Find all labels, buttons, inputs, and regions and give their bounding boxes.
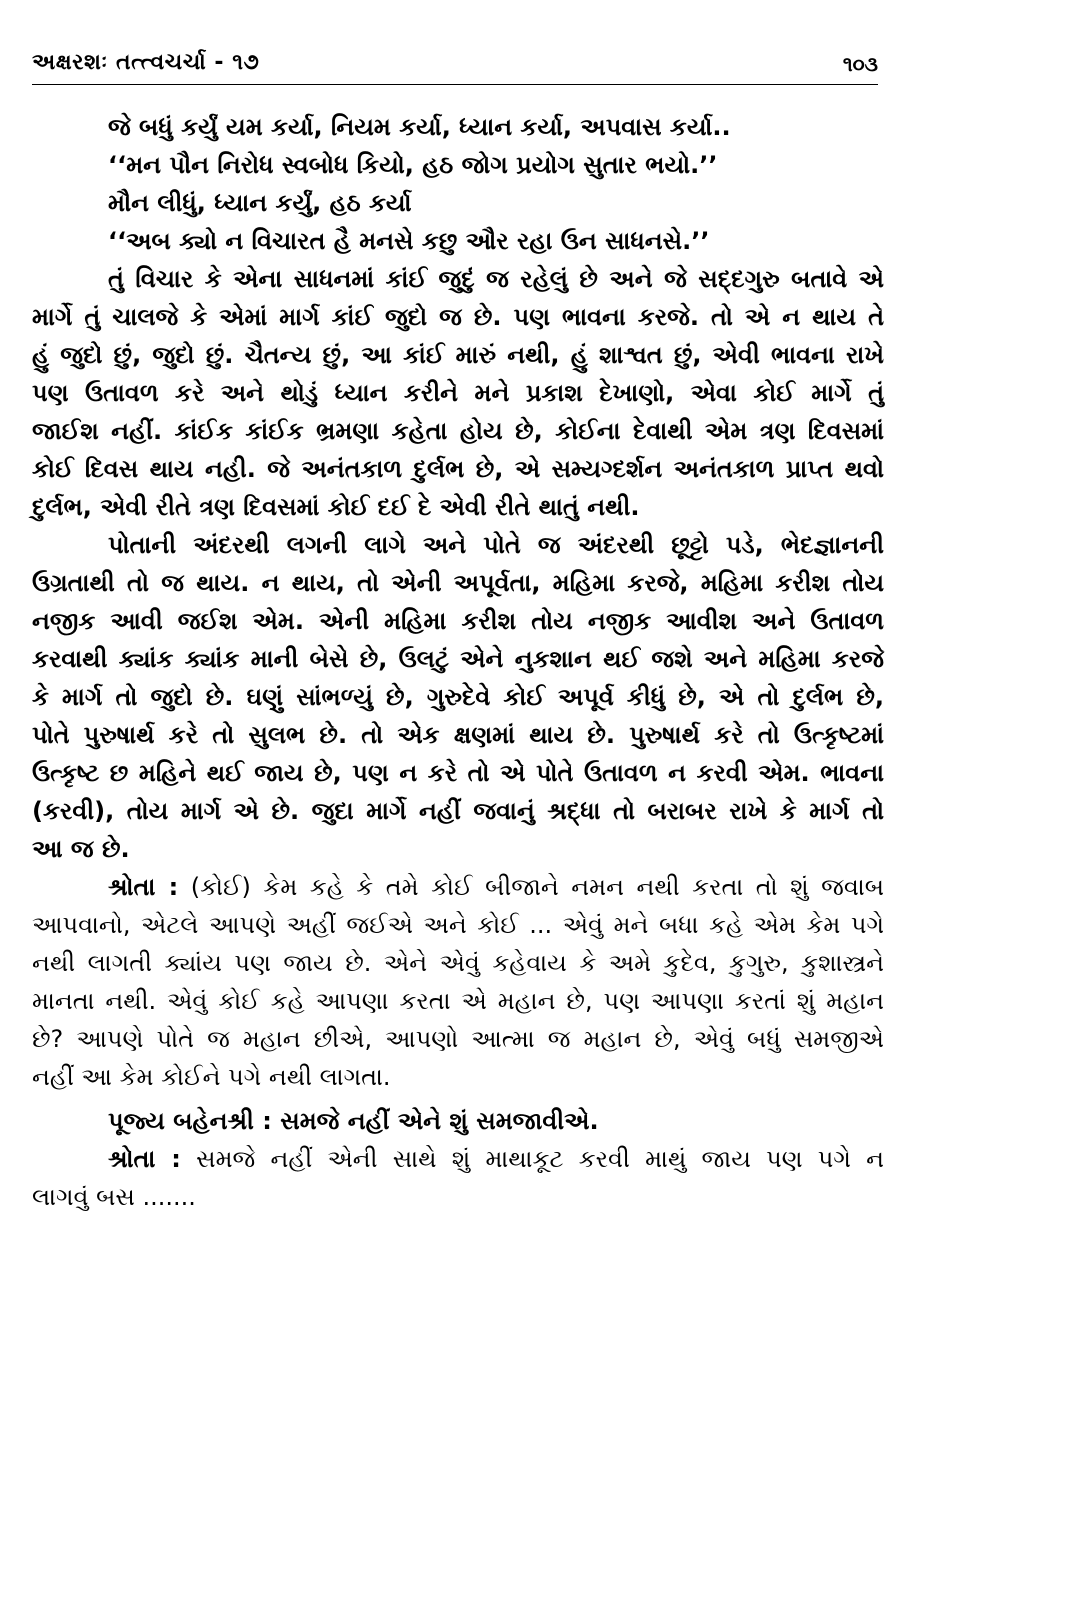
verse-quote: ‘‘મન પૌન નિરોધ સ્વબોધ કિયો, હઠ જોગ પ્રયોગ સુતાર ભયો.’’ [108,151,718,179]
paragraph-line: ઉત્કૃષ્ટ છ મહિને થઈ જાય છે, પણ ન કરે તો એ પોતે ઉતાવળ ન કરવી એમ. ભાવના [32,759,884,787]
paragraph-line: આ જ છે. [32,835,130,863]
paragraph-line: (કરવી), તોય માર્ગ એ છે. જુદા માર્ગે નહીં જવાનું શ્રદ્ધા તો બરાબર રાખે કે માર્ગ તો [32,797,884,825]
paragraph-line: માર્ગે તું ચાલજે કે એમાં માર્ગ કાંઈ જુદો જ છે. પણ ભાવના કરજે. તો એ ન થાય તે [32,303,884,331]
paragraph-line: કે માર્ગ તો જુદો છે. ઘણું સાંભળ્યું છે, ગુરુદેવે કોઈ અપૂર્વ કીધું છે, એ તો દુર્લભ છે, [32,683,884,711]
paragraph-line: ઉગ્રતાથી તો જ થાય. ન થાય, તો એની અપૂર્વતા, મહિમા કરજે, મહિમા કરીશ તોય [32,569,885,597]
dialogue-line: નથી લાગતી ક્યાંય પણ જાય છે. એને એવું કહેવાય કે અમે કુદેવ, કુગુરુ, કુશાસ્ત્રને [32,949,884,977]
dialogue-bahenshri [32,1102,884,1140]
verse-quote: ‘‘અબ ક્યો ન વિચારત હૈ મનસે કછુ ઔર રહા ઉન સાધનસે.’’ [108,227,710,255]
paragraph-line: પણ ઉતાવળ કરે અને થોડું ધ્યાન કરીને મને પ્રકાશ દેખાણો, એવા કોઈ માર્ગે તું [32,379,884,407]
dialogue-line: છે? આપણે પોતે જ મહાન છીએ, આપણો આત્મા જ મહાન છે, એવું બધું સમજીએ [32,1025,884,1053]
paragraph-line: હું જુદો છું, જુદો છું. ચૈતન્ય છું, આ કાંઈ મારું નથી, હું શાશ્વત છું, એવી ભાવના રાખે [32,341,884,369]
paragraph-line: નજીક આવી જઈશ એમ. એની મહિમા કરીશ તોય નજીક આવીશ અને ઉતાવળ [32,607,884,635]
page-number: ૧૦૩ [842,52,878,76]
speaker-label: શ્રોતા : [108,873,179,901]
paragraph-1 [32,260,884,526]
verse-line: મૌન લીધું, ધ્યાન કર્યું, હઠ કર્યા [108,189,412,217]
paragraph-line: જાઈશ નહીં. કાંઈક કાંઈક ભ્રમણા કહેતા હોય છે, કોઈના દેવાથી એમ ત્રણ દિવસમાં [32,417,884,445]
paragraph-line: કરવાથી ક્યાંક ક્યાંક માની બેસે છે, ઉલટું એને નુકશાન થઈ જશે અને મહિમા કરજે [32,645,884,673]
dialogue-line [32,868,884,906]
header-title: અક્ષરશઃ તત્ત્વચર્ચા - ૧૭ [32,50,260,75]
paragraph-line: પોતે પુરુષાર્થ કરે તો સુલભ છે. તો એક ક્ષણમાં થાય છે. પુરુષાર્થ કરે તો ઉત્કૃષ્ટમાં [32,721,884,749]
speaker-label: પૂજ્ય બહેનશ્રી : [108,1107,272,1135]
dialogue-text: સમજે નહીં એની સાથે શું માથાકૂટ કરવી માથું જાય પણ પગે ન [196,1145,884,1173]
dialogue-listener-2 [32,1140,884,1216]
dialogue-text: સમજે નહીં એને શું સમજાવીએ. [280,1107,599,1135]
paragraph-line: કોઈ દિવસ થાય નહી. જે અનંતકાળ દુર્લભ છે, એ સમ્યગ્દર્શન અનંતકાળ પ્રાપ્ત થવો [32,455,884,483]
running-header [32,44,878,85]
body-text [32,108,884,1216]
dialogue-line [32,1102,884,1140]
dialogue-line [32,1140,884,1178]
dialogue-line: માનતા નથી. એવું કોઈ કહે આપણા કરતા એ મહાન છે, પણ આપણા કરતાં શું મહાન [32,987,884,1015]
dialogue-listener-1 [32,868,884,1096]
paragraph-line: તું વિચાર કે એના સાધનમાં કાંઈ જુદું જ રહેલું છે અને જે સદ્દગુરુ બતાવે એ [108,265,884,293]
speaker-label: શ્રોતા : [108,1145,181,1173]
verse-line: જે બધું કર્યું યમ કર્યા, નિયમ કર્યા, ધ્યાન કર્યા, અપવાસ કર્યા.. [108,113,731,141]
paragraph-2 [32,526,884,868]
dialogue-text: (કોઈ) કેમ કહે કે તમે કોઈ બીજાને નમન નથી કરતા તો શું જવાબ [190,873,884,901]
paragraph-line: દુર્લભ, એવી રીતે ત્રણ દિવસમાં કોઈ દઈ દે એવી રીતે થાતું નથી. [32,493,640,521]
dialogue-line: નહીં આ કેમ કોઈને પગે નથી લાગતા. [32,1063,391,1091]
paragraph-line: પોતાની અંદરથી લગની લાગે અને પોતે જ અંદરથી છૂટ્ટો પડે, ભેદજ્ઞાનની [108,531,884,559]
dialogue-line: લાગવું બસ ....... [32,1183,196,1211]
dialogue-line: આપવાનો, એટલે આપણે અહીં જઈએ અને કોઈ ... એવું મને બધા કહે એમ કેમ પગે [32,911,884,939]
